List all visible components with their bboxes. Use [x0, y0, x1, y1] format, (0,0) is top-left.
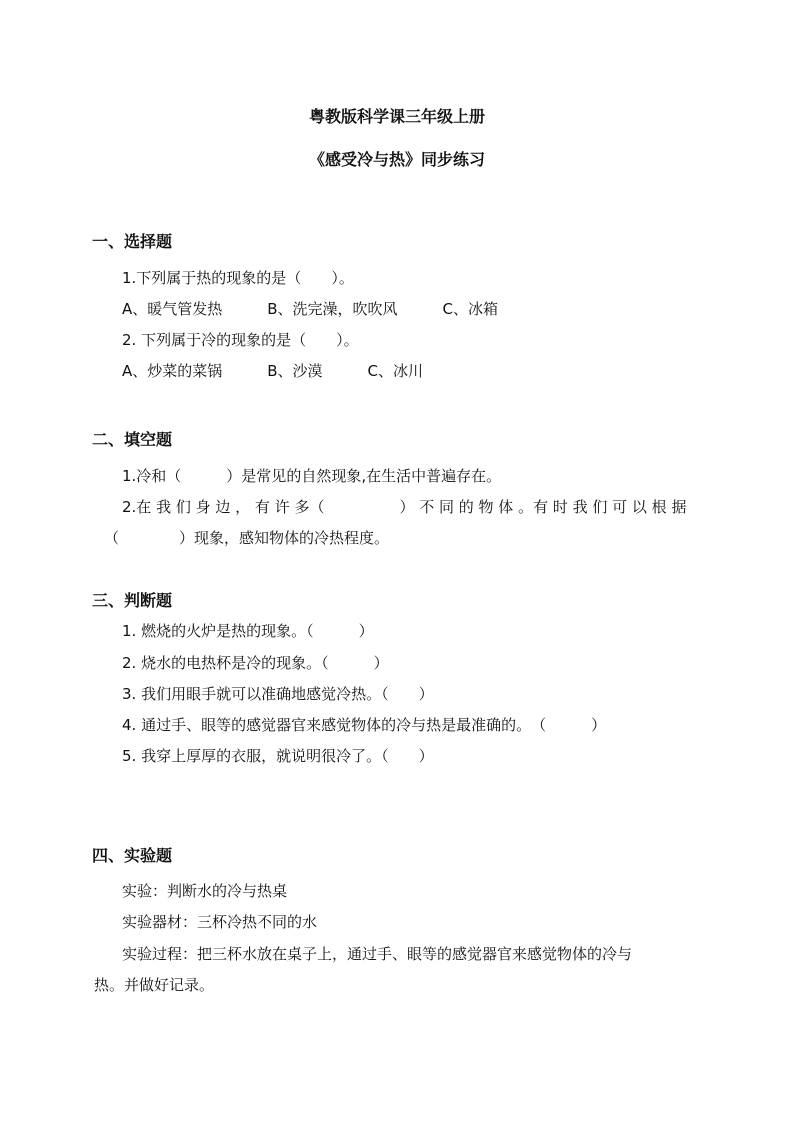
choice-question-2-options: A、炒菜的菜锅 B、沙漠 C、冰川 — [122, 362, 424, 380]
experiment-line-3: 实验过程：把三杯水放在桌子上，通过手、眼等的感觉器官来感觉物体的冷与 — [122, 945, 633, 963]
section-heading-choice: 一、选择题 — [92, 232, 173, 251]
section-heading-fill: 二、填空题 — [92, 430, 173, 449]
choice-question-2: 2. 下列属于冷的现象的是（ ）。 — [122, 331, 359, 349]
experiment-line-2: 实验器材：三杯冷热不同的水 — [122, 913, 318, 931]
experiment-line-1: 实验：判断水的冷与热桌 — [122, 882, 288, 900]
judge-question-5: 5. 我穿上厚厚的衣服，就说明很冷了。（ ） — [122, 747, 434, 765]
section-heading-experiment: 四、实验题 — [92, 846, 173, 865]
section-heading-judge: 三、判断题 — [92, 591, 173, 610]
choice-question-1: 1.下列属于热的现象的是（ ）。 — [122, 269, 354, 287]
document-title: 粤教版科学课三年级上册 — [308, 107, 485, 126]
choice-question-1-options: A、暖气管发热 B、洗完澡，吹吹风 C、冰箱 — [122, 300, 499, 318]
fill-question-2-line-1: 2.在 我 们 身 边 ， 有 许 多（ ） 不 同 的 物 体 。有 时 我 们 可 以 根 据 — [122, 498, 687, 516]
fill-question-2-line-2: （ ）现象，感知物体的冷热程度。 — [104, 529, 390, 547]
judge-question-1: 1. 燃烧的火炉是热的现象。（ ） — [122, 622, 374, 640]
judge-question-3: 3. 我们用眼手就可以准确地感觉冷热。（ ） — [122, 685, 434, 703]
judge-question-2: 2. 烧水的电热杯是冷的现象。（ ） — [122, 654, 389, 672]
fill-question-1: 1.冷和（ ）是常见的自然现象,在生活中普遍存在。 — [122, 467, 502, 485]
document-subtitle: 《感受冷与热》同步练习 — [308, 150, 485, 169]
judge-question-4: 4. 通过手、眼等的感觉器官来感觉物体的冷与热是最准确的。 （ ） — [122, 716, 607, 734]
experiment-line-4: 热。并做好记录。 — [94, 976, 215, 994]
